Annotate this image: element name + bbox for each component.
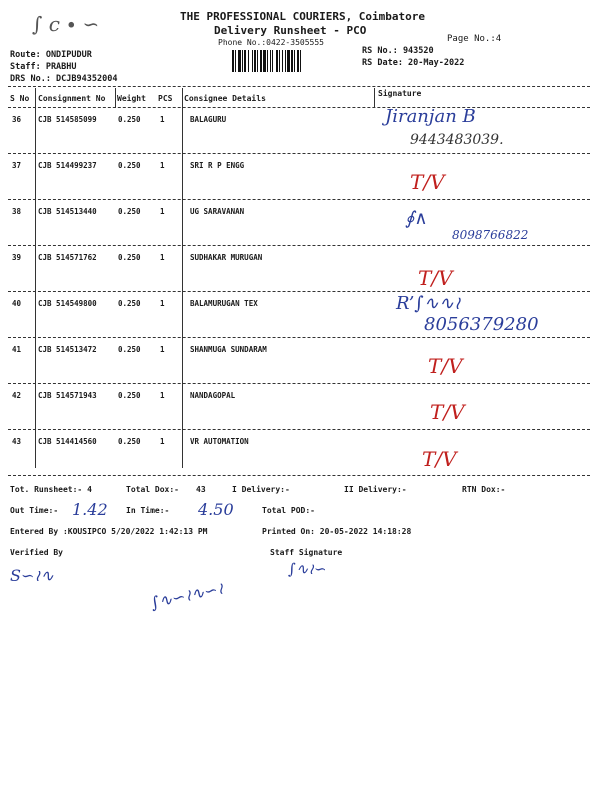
staff-signature-mark: ∫∿≀∽: [288, 560, 327, 578]
row-consignee: BALAGURU: [190, 115, 227, 124]
row-rule: [8, 383, 590, 384]
verified-by-label: Verified By: [10, 548, 63, 557]
row-consignment: CJB 514414560: [38, 437, 97, 446]
row-rule: [8, 153, 590, 154]
row-pcs: 1: [160, 391, 165, 400]
i-delivery: I Delivery:-: [232, 485, 290, 494]
signature-phone-row-38: 8098766822: [452, 228, 529, 242]
route: Route: ONDIPUDUR: [10, 50, 92, 60]
row-weight: 0.250: [118, 299, 141, 308]
ii-delivery: II Delivery:-: [344, 485, 407, 494]
verified-by-signature: S∽≀∿: [10, 566, 54, 585]
row-consignment: CJB 514549800: [38, 299, 97, 308]
total-dox-label: Total Dox:-: [126, 485, 179, 494]
row-sno: 36: [12, 115, 22, 124]
total-pod: Total POD:-: [262, 506, 315, 515]
row-consignment: CJB 514513440: [38, 207, 97, 216]
row-weight: 0.250: [118, 345, 141, 354]
signature-row-37: T/V: [410, 170, 445, 194]
row-consignment: CJB 514499237: [38, 161, 97, 170]
row-consignee: UG SARAVANAN: [190, 207, 245, 216]
phone-number: Phone No.:0422-3505555: [218, 38, 324, 47]
tot-runsheet: Tot. Runsheet:- 4: [10, 485, 92, 494]
in-time-label: In Time:-: [126, 506, 170, 515]
col-header-consignee: Consignee Details: [184, 94, 266, 103]
row-sno: 41: [12, 345, 22, 354]
staff: Staff: PRABHU: [10, 62, 77, 72]
rtn-dox: RTN Dox:-: [462, 485, 506, 494]
top-left-scribble: ∫ c ∙ ∽: [32, 12, 100, 36]
row-consignee: SUDHAKAR MURUGAN: [190, 253, 263, 262]
signature-row-42: T/V: [430, 400, 465, 424]
table-row: [0, 115, 600, 161]
row-pcs: 1: [160, 299, 165, 308]
row-rule: [8, 475, 590, 476]
row-sno: 38: [12, 207, 22, 216]
row-weight: 0.250: [118, 207, 141, 216]
row-weight: 0.250: [118, 391, 141, 400]
table-row: [0, 161, 600, 207]
row-pcs: 1: [160, 437, 165, 446]
rs-number: RS No.: 943520: [362, 46, 434, 56]
row-consignment: CJB 514585099: [38, 115, 97, 124]
signature-row-39: T/V: [418, 266, 453, 290]
runsheet-subtitle: Delivery Runsheet - PCO: [214, 24, 367, 37]
signature-row-43: T/V: [422, 447, 457, 471]
col-header-signature: Signature: [378, 89, 422, 98]
row-consignee: NANDAGOPAL: [190, 391, 236, 400]
in-time-value: 4.50: [198, 500, 234, 519]
col-header-pcs: PCS: [158, 94, 173, 103]
drs-number: DRS No.: DCJB94352004: [10, 74, 118, 84]
out-time-value: 1.42: [72, 500, 108, 519]
col-header-consignment: Consignment No: [38, 94, 106, 103]
table-row: [0, 253, 600, 299]
row-weight: 0.250: [118, 437, 141, 446]
row-consignment: CJB 514513472: [38, 345, 97, 354]
company-title: THE PROFESSIONAL COURIERS, Coimbatore: [180, 10, 426, 23]
row-sno: 37: [12, 161, 22, 170]
signature-phone-row-40: 8056379280: [424, 314, 539, 335]
row-pcs: 1: [160, 161, 165, 170]
barcode: [232, 50, 358, 72]
row-rule: [8, 245, 590, 246]
signature-mark-row-40: R’∫∿∿≀: [396, 293, 461, 314]
barcode-bar: [301, 50, 304, 72]
row-rule: [8, 291, 590, 292]
row-sno: 42: [12, 391, 22, 400]
row-weight: 0.250: [118, 115, 141, 124]
row-sno: 40: [12, 299, 22, 308]
col-divider-2: [115, 88, 116, 108]
row-rule: [8, 429, 590, 430]
row-sno: 39: [12, 253, 22, 262]
row-rule: [8, 337, 590, 338]
entered-by: Entered By :KOUSIPCO 5/20/2022 1:42:13 PM: [10, 527, 208, 536]
page-number: Page No.:4: [447, 34, 502, 44]
bottom-scribble-signature: ∫∿∽≀∿∽≀: [148, 578, 226, 613]
staff-signature-label: Staff Signature: [270, 548, 343, 557]
col-divider-4: [374, 88, 375, 108]
total-dox-value: 43: [196, 485, 206, 494]
row-consignment: CJB 514571762: [38, 253, 97, 262]
row-pcs: 1: [160, 253, 165, 262]
table-top-rule: [8, 86, 590, 87]
table-row: [0, 391, 600, 437]
row-consignee: VR AUTOMATION: [190, 437, 249, 446]
printed-on: Printed On: 20-05-2022 14:18:28: [262, 527, 412, 536]
row-consignee: BALAMURUGAN TEX: [190, 299, 258, 308]
row-sno: 43: [12, 437, 22, 446]
col-header-weight: Weight: [117, 94, 146, 103]
col-header-sno: S No: [10, 94, 30, 103]
row-weight: 0.250: [118, 253, 141, 262]
table-header-rule: [8, 107, 590, 108]
row-rule: [8, 199, 590, 200]
out-time-label: Out Time:-: [10, 506, 59, 515]
row-consignee: SRI R P ENGG: [190, 161, 245, 170]
signature-phone-row-36: 9443483039.: [410, 132, 504, 148]
row-consignment: CJB 514571943: [38, 391, 97, 400]
row-weight: 0.250: [118, 161, 141, 170]
row-pcs: 1: [160, 207, 165, 216]
signature-mark-row-38: ∮∧: [405, 208, 428, 229]
rs-date: RS Date: 20-May-2022: [362, 58, 465, 68]
row-pcs: 1: [160, 115, 165, 124]
row-pcs: 1: [160, 345, 165, 354]
signature-row-41: T/V: [428, 354, 463, 378]
table-row: [0, 437, 600, 483]
row-consignee: SHANMUGA SUNDARAM: [190, 345, 267, 354]
table-row: [0, 345, 600, 391]
signature-row-36: Jiranjan B: [385, 106, 476, 127]
